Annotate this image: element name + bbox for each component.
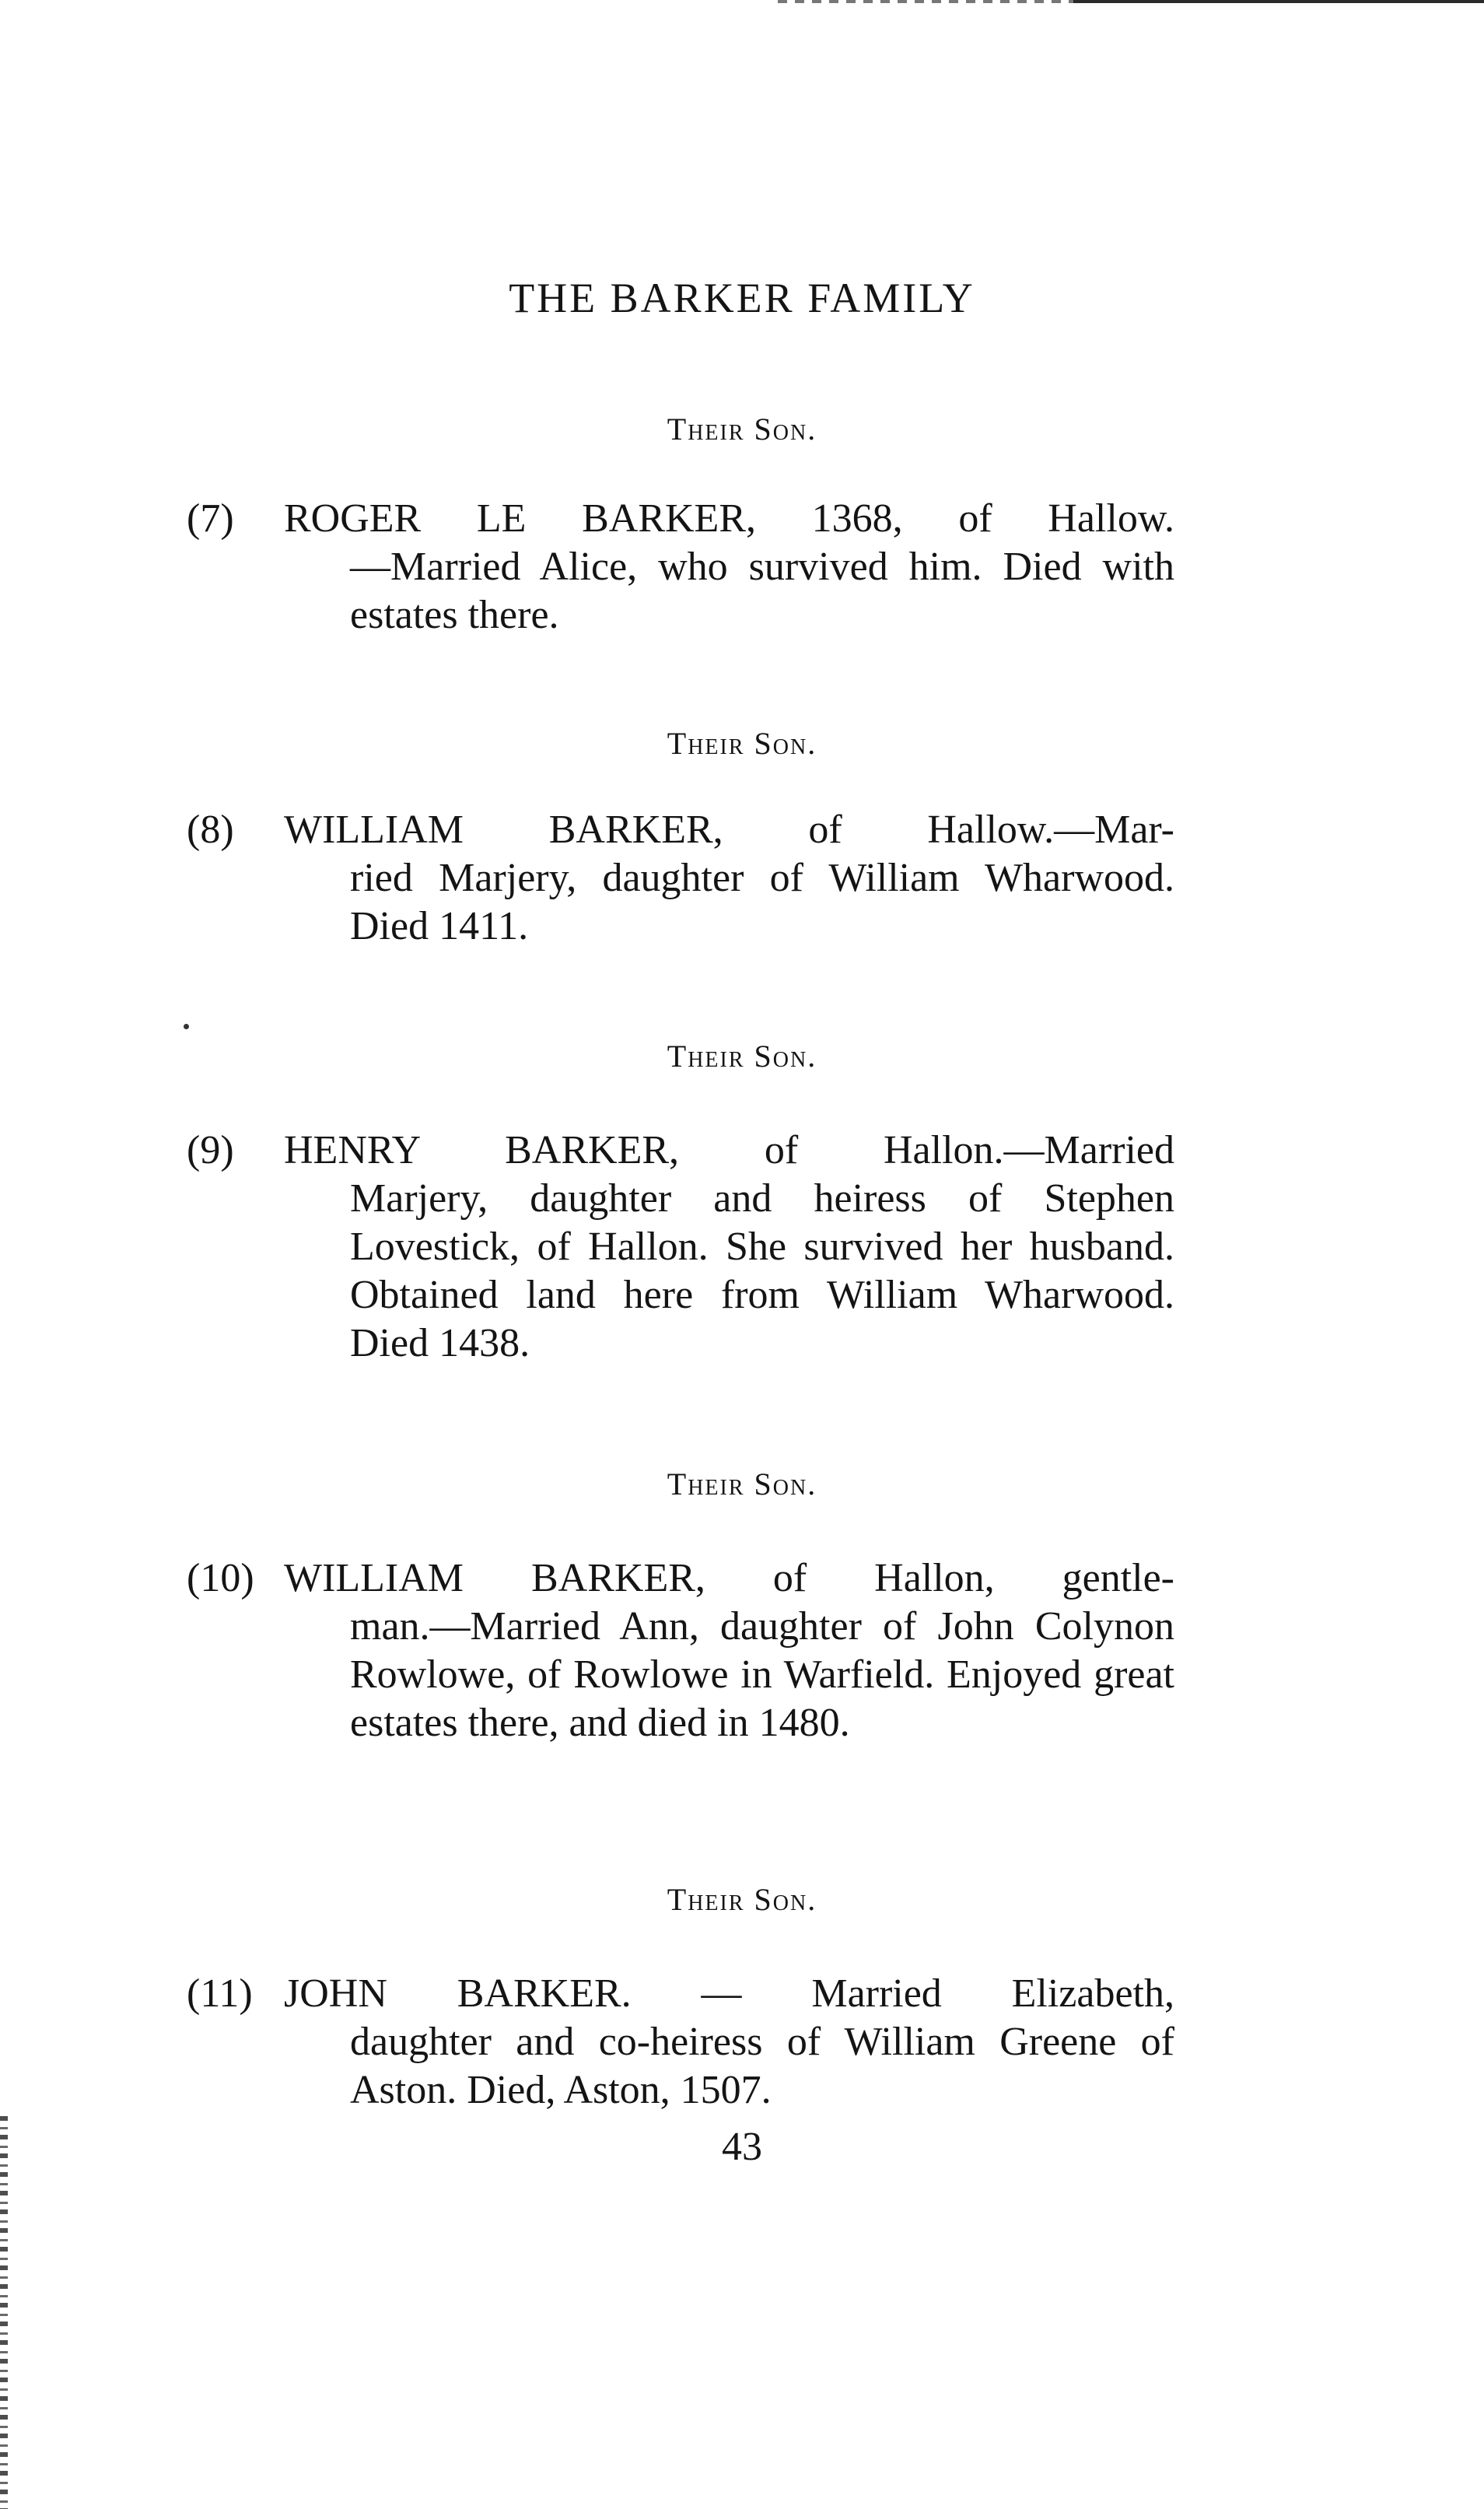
print-speck [184,1024,189,1029]
entry-first-line: WILLIAM BARKER, of Hallow.—Mar- [284,808,1174,852]
running-head: THE BARKER FAMILY [509,275,975,321]
entry-number: (11) [187,1971,253,2016]
genealogy-entry [187,806,1174,962]
entry-first-line: WILLIAM BARKER, of Hallon, gentle- [284,1556,1174,1600]
binding-edge-marks [0,2116,8,2509]
entry-number: (8) [187,808,234,852]
entry-number: (9) [187,1128,234,1172]
entry-number: (10) [187,1556,254,1600]
genealogy-entry [187,1127,1174,1422]
entry-first-line: JOHN BARKER. — Married Elizabeth, [284,1971,1174,2016]
entry-number: (7) [187,496,234,541]
section-heading: Their Son. [667,1039,817,1074]
entry-first-line: ROGER LE BARKER, 1368, of Hallow. [284,496,1174,541]
entry-first-line: HENRY BARKER, of Hallon.—Married [284,1128,1174,1172]
section-heading: Their Son. [667,412,817,447]
top-edge-rule-faint [778,0,1073,3]
entry-text: —Married Alice, who survived him. Died with estates there. [350,545,1174,637]
section-heading: Their Son. [667,726,817,761]
entry-text: man.—Married Ann, daughter of John Colynon Rowlowe, of Rowlowe in Warfield. Enjoyed great estates there, and died in 1480. [350,1604,1174,1745]
entry-text: Marjery, daughter and heiress of Stephen Lovestick, of Hallon. She survived her husband. Obtained land here from William Wharwood. Died 1438. [350,1176,1174,1365]
genealogy-entry [187,1554,1174,1803]
entry-text: ried Marjery, daughter of William Wharwood. Died 1411. [350,856,1174,948]
section-heading: Their Son. [667,1467,817,1502]
genealogy-entry [187,495,1174,650]
genealogy-entry [187,1970,1174,2125]
section-heading: Their Son. [667,1882,817,1917]
entry-text: daughter and co-heiress of William Greene of Aston. Died, Aston, 1507. [350,2020,1174,2112]
page-number: 43 [722,2125,762,2169]
